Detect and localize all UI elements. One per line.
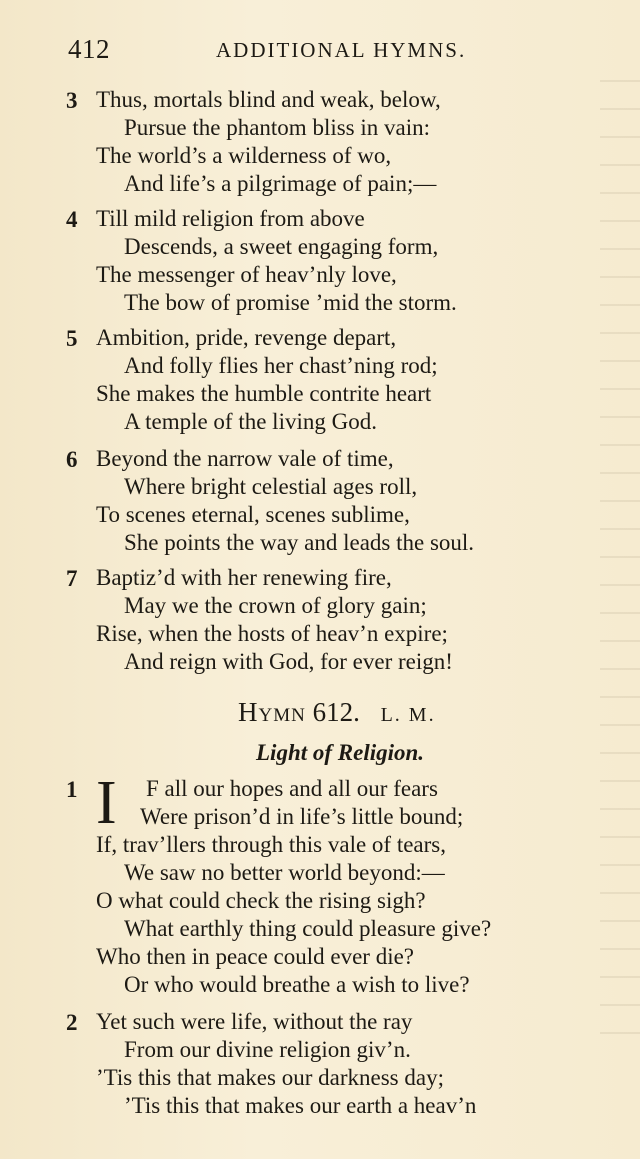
- verse-line: Ambition, pride, revenge depart,: [96, 325, 397, 350]
- verse-line: O what could check the rising sigh?: [96, 888, 426, 913]
- verse-line: The bow of promise ’mid the storm.: [124, 290, 457, 315]
- verse-line: What earthly thing could pleasure give?: [124, 916, 492, 941]
- hymn-number: 612.: [312, 697, 360, 727]
- hymn-subtitle: Light of Religion.: [256, 740, 425, 765]
- verse-line: Yet such were life, without the ray: [96, 1009, 413, 1034]
- verse-line: Pursue the phantom bliss in vain:: [124, 115, 431, 140]
- stanza-number: 1: [66, 777, 78, 802]
- verse-line: The world’s a wilderness of wo,: [96, 143, 392, 168]
- running-head: ADDITIONAL HYMNS.: [216, 38, 467, 62]
- drop-cap: I: [96, 769, 117, 837]
- verse-line: A temple of the living God.: [124, 409, 377, 434]
- facing-page-bleed: [600, 60, 640, 1060]
- verse-line: She points the way and leads the soul.: [124, 530, 475, 555]
- page-header: [68, 34, 608, 74]
- verse-line: And life’s a pilgrimage of pain;—: [124, 171, 437, 196]
- verse-line: Beyond the narrow vale of time,: [96, 446, 394, 471]
- verse-line: To scenes eternal, scenes sublime,: [96, 502, 410, 527]
- verse-line: F all our hopes and all our fears: [146, 776, 438, 801]
- stanza-number: 4: [66, 207, 78, 232]
- verse-line: Where bright celestial ages roll,: [124, 474, 418, 499]
- stanza-number: 7: [66, 566, 78, 591]
- verse-line: May we the crown of glory gain;: [124, 593, 427, 618]
- verse-line: Or who would breathe a wish to live?: [124, 972, 470, 997]
- verse-line: And folly flies her chast’ning rod;: [124, 353, 438, 378]
- verse-line: We saw no better world beyond:—: [124, 860, 445, 885]
- page-number: 412: [68, 34, 110, 64]
- verse-line: Baptiz’d with her renewing fire,: [96, 565, 392, 590]
- verse-line: The messenger of heav’nly love,: [96, 262, 397, 287]
- hymn-title: [238, 697, 436, 728]
- verse-line: Were prison’d in life’s little bound;: [140, 804, 464, 829]
- hymn-meter: L. M.: [380, 704, 436, 726]
- verse-line: Rise, when the hosts of heav’n expire;: [96, 621, 448, 646]
- hymn-title-word: Hymn: [238, 697, 306, 727]
- verse-line: Thus, mortals blind and weak, below,: [96, 87, 441, 112]
- verse-line: From our divine religion giv’n.: [124, 1037, 411, 1062]
- verse-line: Till mild religion from above: [96, 206, 365, 231]
- verse-line: She makes the humble contrite heart: [96, 381, 432, 406]
- stanza-number: 3: [66, 88, 78, 113]
- stanza-number: 2: [66, 1010, 78, 1035]
- verse-line: Descends, a sweet engaging form,: [124, 234, 439, 259]
- verse-line: And reign with God, for ever reign!: [124, 649, 453, 674]
- verse-line: ’Tis this that makes our darkness day;: [96, 1065, 444, 1090]
- verse-line: Who then in peace could ever die?: [96, 944, 415, 969]
- verse-line: ’Tis this that makes our earth a heav’n: [124, 1093, 477, 1118]
- stanza-number: 5: [66, 326, 78, 351]
- verse-line: If, trav’llers through this vale of tears,: [96, 832, 446, 857]
- stanza-number: 6: [66, 447, 78, 472]
